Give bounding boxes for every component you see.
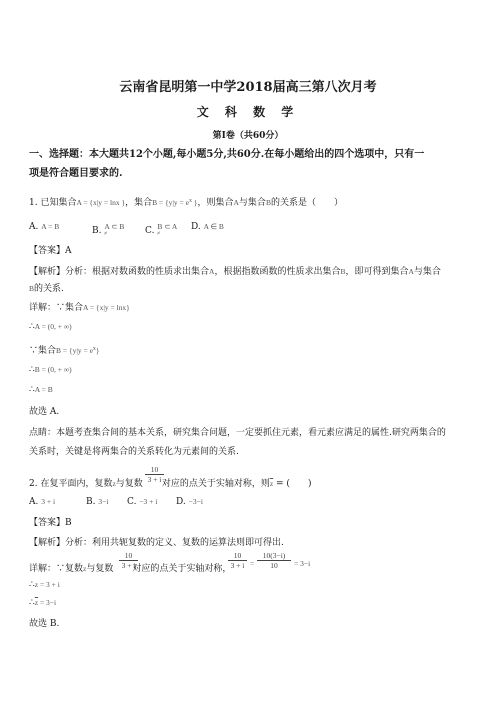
q1-option-a-label: A.	[29, 222, 39, 232]
q1-step1	[29, 321, 72, 333]
q2-z-letter: z	[112, 479, 116, 488]
q1-option-b	[92, 221, 124, 237]
q1-option-d-text: A ∈ B	[203, 222, 224, 231]
q1-analysis-text-2: ，根据指数函数的性质求出集合	[214, 267, 341, 277]
q2-calc-fraction-1	[228, 551, 247, 570]
q1-detail-text: 详解：∵集合	[29, 303, 84, 313]
q1-b-letter: B	[265, 198, 271, 207]
q1-analysis-math-b: B	[340, 267, 346, 276]
q1-option-a	[29, 221, 59, 233]
q1-step3	[29, 364, 72, 376]
q1-step2-text: ∵集合	[29, 346, 57, 356]
q1-option-c	[145, 221, 177, 237]
q1-option-c-label: C.	[145, 226, 155, 236]
q1-stem	[29, 195, 343, 209]
q1-stem-text: 1. 已知集合	[29, 198, 77, 208]
q1-option-b-label: B.	[92, 226, 102, 236]
q1-step2	[29, 343, 100, 357]
q2-detail-fraction-numerator: 10	[119, 551, 138, 561]
q2-step2-zbar: $\overline{z}$	[34, 598, 39, 607]
q2-option-a	[29, 496, 55, 508]
q1-option-b-subscript: ≠	[104, 231, 108, 237]
q1-option-d-label: D.	[191, 222, 201, 232]
part1-heading-line1: 一、选择题：本大题共12个小题,每小题5分,共60分.在每小题给出的四个选项中，只有一	[29, 149, 425, 160]
q1-analysis-text-4: 与集合	[413, 267, 441, 277]
q2-option-b	[86, 496, 108, 508]
q2-option-a-label: A.	[29, 497, 39, 507]
q2-option-b-label: B.	[86, 497, 96, 507]
q2-detail	[29, 563, 231, 575]
q1-analysis-line2-text: 的关系.	[34, 284, 64, 294]
part1-heading-line2: 项是符合题目要求的.	[29, 168, 123, 179]
q2-detail-text: 详解：∵复数	[29, 564, 84, 574]
q1-stem-text-5: 的关系是（ ）	[270, 198, 343, 208]
q1-step4-symbol: ∴	[29, 385, 35, 395]
q2-calc-numerator-1: 10	[228, 551, 247, 561]
q1-step2-end: }	[95, 346, 100, 355]
q1-analysis-math-a: A	[209, 267, 215, 276]
q1-comment-line1: 点睛：本题考查集合间的基本关系，研究集合问题，一定要抓住元素，看元素应满足的属性.研究两集合的	[29, 428, 446, 438]
q2-stem	[29, 478, 311, 490]
q1-conclusion: 故选 A.	[29, 407, 60, 417]
q1-step3-symbol: ∴	[29, 365, 35, 375]
q1-set-b-exp: x	[189, 198, 192, 204]
q1-comment-line2: 关系时，关键是将两集合的关系转化为元素间的关系.	[29, 447, 239, 457]
q1-step4-math: A = B	[34, 385, 53, 394]
q2-option-b-text: 3−i	[98, 497, 109, 506]
q2-fraction-denominator: 3 + i	[147, 475, 162, 484]
q2-conclusion: 故选 B.	[29, 619, 60, 629]
q2-step2-symbol: ∴	[29, 598, 35, 608]
q1-option-d	[191, 221, 224, 233]
q2-detail-text-2: 与复数	[86, 564, 114, 574]
q2-step2	[29, 597, 56, 609]
q2-stem-text: 2. 在复平面内，复数	[29, 479, 113, 489]
q1-stem-text-3: ，则集合	[197, 198, 234, 208]
q1-step3-math: B = (0, + ∞)	[34, 365, 72, 374]
exam-title: 云南省昆明第一中学2018届高三第八次月考	[119, 80, 377, 95]
q1-a-letter: A	[233, 198, 239, 207]
q2-step1-math: z = 3 + i	[34, 580, 60, 589]
q2-stem-text-3: 对应的点关于实轴对称，则	[161, 479, 270, 489]
q2-step1	[29, 579, 60, 591]
q1-step2-exp: x	[92, 346, 96, 352]
q2-calc-equals: =	[250, 559, 255, 568]
q1-option-c-text: B ⊂ A	[157, 222, 178, 231]
q1-step1-symbol: ∴	[29, 322, 35, 332]
q1-analysis-text-3: ，即可得到集合	[345, 267, 409, 277]
q2-analysis: 【解析】分析：利用共轭复数的定义、复数的运算法则即可得出.	[29, 538, 284, 548]
q2-calc-result: = 3−i	[294, 559, 311, 568]
q1-step2-math	[56, 346, 100, 355]
q1-step4	[29, 384, 53, 396]
q1-set-b-base: B = {y|y = e	[152, 198, 189, 207]
q2-option-a-text: 3 + i	[41, 497, 56, 506]
q2-z-bar: $\overline{z}$	[269, 479, 274, 488]
q1-stem-text-4: 与集合	[238, 198, 266, 208]
q1-analysis-math-c: A	[408, 267, 414, 276]
q2-step2-math: = 3−i	[38, 598, 57, 607]
q2-detail-fraction-denominator: 3 + i	[121, 561, 136, 570]
q1-step1-math: A = (0, + ∞)	[34, 322, 72, 331]
q1-set-b	[152, 198, 197, 207]
q2-detail-z: z	[83, 564, 87, 573]
q2-option-c-label: C.	[127, 497, 137, 507]
q2-calc-fraction-2	[257, 551, 291, 570]
q1-answer: 【答案】A	[29, 246, 72, 256]
q2-detail-text-3: 对应的点关于实轴对称，	[132, 564, 232, 574]
q1-step2-math-base: B = {y|y = e	[56, 346, 93, 355]
q2-calc-denominator-2: 10	[270, 561, 278, 570]
q1-analysis-text: 【解析】分析：根据对数函数的性质求出集合	[29, 267, 210, 277]
q1-option-c-subscript: ≠	[157, 231, 161, 237]
q2-stem-text-4: = ( )	[273, 479, 312, 489]
section-heading: 第Ⅰ卷（共60分）	[212, 131, 284, 141]
q2-calc-denominator-1: 3 + i	[230, 561, 245, 570]
q2-option-c-text: −3 + i	[139, 497, 158, 506]
q2-fraction-numerator: 10	[145, 465, 164, 475]
q2-stem-text-2: 与复数	[115, 479, 143, 489]
q1-stem-text-2: ，集合	[125, 198, 153, 208]
q1-detail	[29, 302, 130, 314]
q2-option-c	[127, 496, 157, 508]
q1-option-b-text: A ⊂ B	[104, 222, 125, 231]
q2-option-d	[176, 496, 203, 508]
q1-analysis	[29, 266, 441, 278]
q2-option-d-label: D.	[176, 497, 186, 507]
q2-option-d-text: −3−i	[188, 497, 203, 506]
q2-answer: 【答案】B	[29, 518, 72, 528]
q2-calc-numerator-2: 10(3−i)	[257, 551, 291, 561]
q1-set-b-end: }	[192, 198, 198, 207]
q1-option-a-text: A = B	[41, 222, 60, 231]
q1-analysis-line2	[29, 283, 64, 295]
exam-subject: 文 科 数 学	[196, 105, 300, 119]
q1-detail-math: A = {x|y = lnx}	[83, 303, 130, 312]
q2-step1-symbol: ∴	[29, 580, 35, 590]
q1-analysis-line2-math: B	[29, 284, 35, 293]
q1-set-a: A = {x|y = lnx }	[76, 198, 126, 207]
